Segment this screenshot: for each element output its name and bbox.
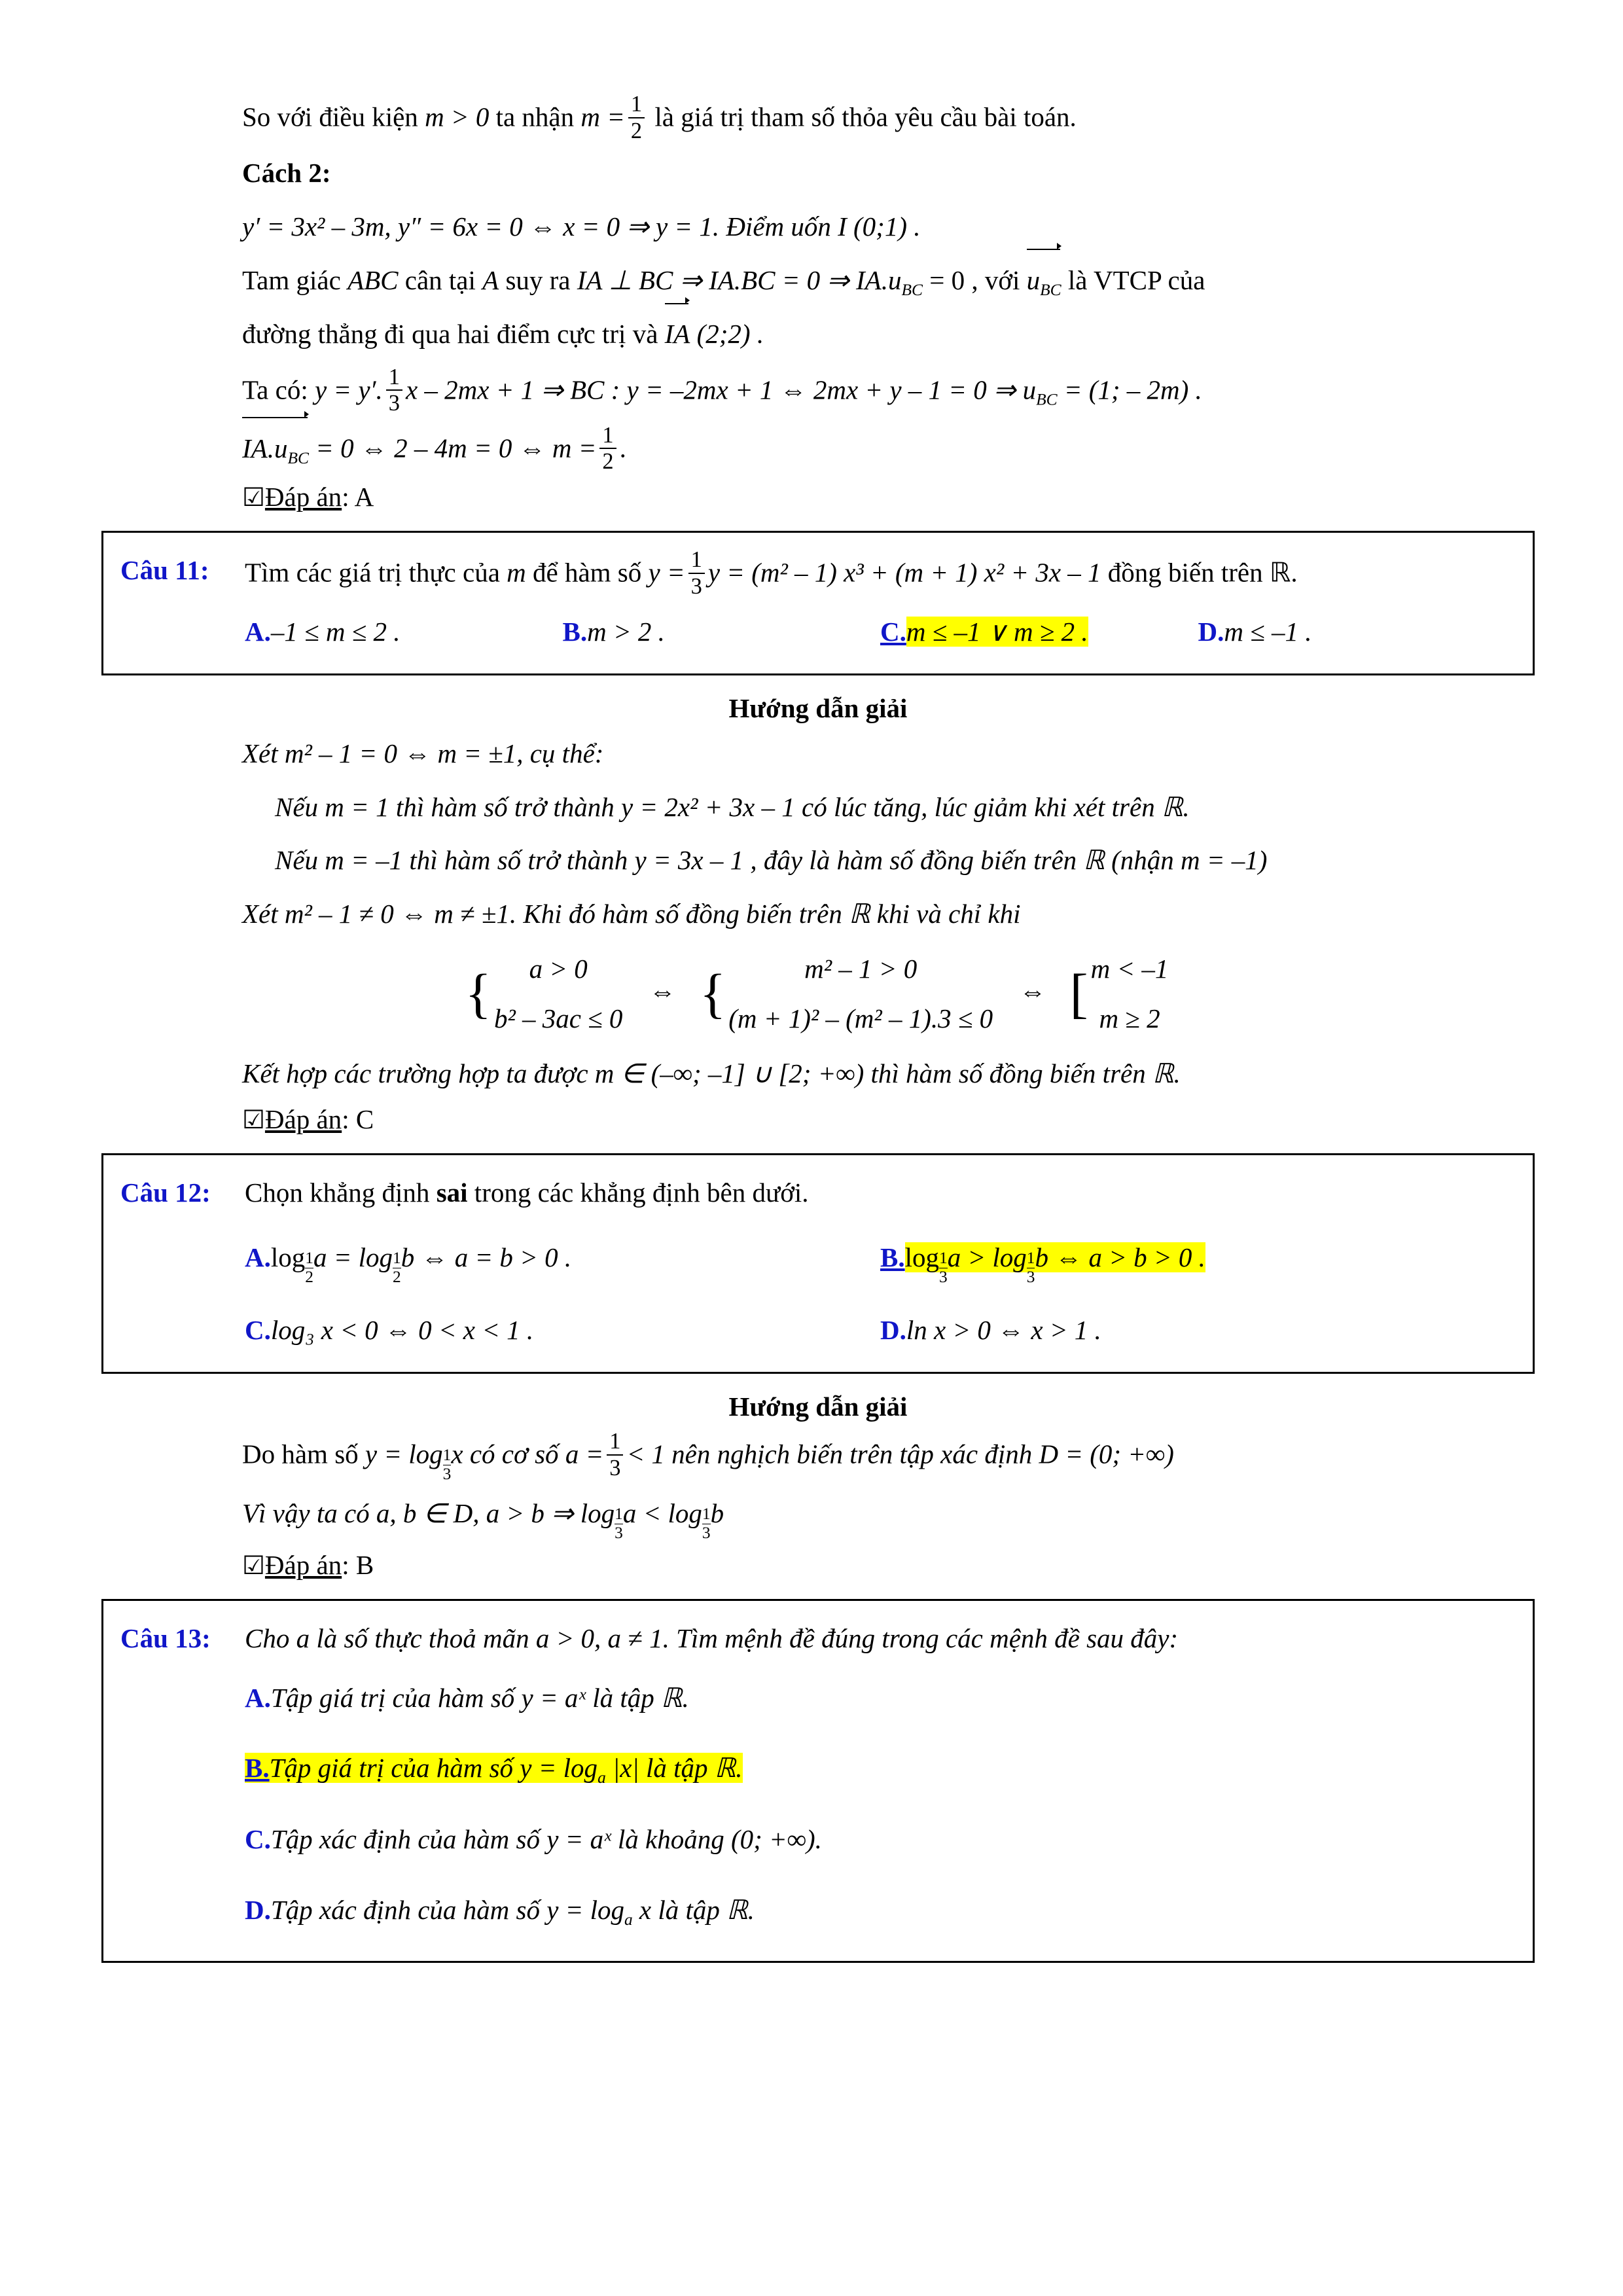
- page-content: [101, 92, 1535, 1963]
- answer-label-12: Đáp án: [264, 1549, 342, 1580]
- q12-stem-bold: sai: [436, 1177, 468, 1208]
- sys-right-row2: m ≥ 2: [1099, 1003, 1160, 1033]
- tri-pre: Tam giác: [242, 264, 341, 295]
- option-13-d-text: Tập xác định của hàm số $y = \log_a x$ là tập ℝ.: [270, 1894, 755, 1929]
- option-12-c-letter: C.: [245, 1315, 271, 1346]
- q12-sol1-b: y = log: [365, 1439, 443, 1469]
- vector-u-bc: $u_{BC}$: [1027, 257, 1061, 304]
- answer-line-top: ☑Đáp án: A: [242, 482, 374, 512]
- equiv-1: ⇔: [649, 976, 676, 1007]
- question-12-label: Câu 12:: [120, 1177, 211, 1208]
- option-11-d-letter: D.: [1198, 617, 1224, 647]
- question-box-11: [101, 531, 1535, 675]
- q11-stem-m: m: [507, 557, 526, 588]
- option-11-c-text: m ≤ –1 ∨ m ≥ 2 .: [906, 617, 1088, 647]
- option-12-b-letter: B.: [880, 1242, 905, 1273]
- option-11-a-letter: A.: [245, 617, 271, 647]
- fraction-half-2: $\frac{1}{2}$: [599, 423, 616, 475]
- line4-b: (2;2) .: [696, 319, 764, 349]
- brace-left: {: [465, 963, 491, 1025]
- question-11-stem: Tìm các giá trị thực của m để hàm số y = $\frac{1}{3}$ y = (m² – 1) x³ + (m + 1) x² + 3x – 1 đồng biến trên ℝ.: [245, 547, 1298, 599]
- top-line-5: Ta có: y = y′. $\frac{1}{3}$ x – 2mx + 1 ⇒ BC : y = –2mx + 1 ⇔ 2mx + y – 1 = 0 ⇒ $u_{BC} = (1$; – 2m) .: [242, 364, 1202, 416]
- answer-value-12: B: [355, 1549, 374, 1580]
- q12-sol2-c: b: [710, 1498, 724, 1528]
- top-line2-math: y′ = 3x² – 3m, y″ = 6x = 0 ⇔ x = 0 ⇒ y = 1. Điểm uốn I (0;1) .: [242, 211, 921, 242]
- option-13-b[interactable]: [120, 1744, 1516, 1793]
- sys-mid-row2: (m + 1)² – (m² – 1).3 ≤ 0: [728, 1003, 993, 1033]
- opt12a-base1: $\frac{1}{2}$: [305, 1249, 313, 1287]
- opt12a-mid: a = log: [313, 1242, 393, 1273]
- q11-stem-pre: Tìm các giá trị thực của: [245, 557, 500, 588]
- line6-b: = 0 ⇔ 2 – 4m = 0 ⇔ m =: [315, 433, 597, 463]
- q12-sol1-a: Do hàm số: [242, 1439, 359, 1469]
- tri-mid: cân tại: [404, 264, 476, 295]
- q11-stem-post: đồng biến trên ℝ.: [1107, 557, 1298, 588]
- option-12-d[interactable]: [880, 1306, 1516, 1355]
- option-12-b-text: log $\frac{1}{3}$ a > log $\frac{1}{3}$ b ⇔ a > b > 0 .: [904, 1242, 1205, 1287]
- vector-ia: IA: [665, 311, 690, 358]
- option-11-c-letter: C.: [880, 617, 906, 647]
- option-13-c-letter: C.: [245, 1824, 271, 1855]
- q12-sol1-c: x có cơ số: [451, 1439, 559, 1469]
- opt12a-base2: $\frac{1}{2}$: [393, 1249, 401, 1287]
- top-line-1: [101, 92, 1535, 143]
- option-12-b[interactable]: [880, 1234, 1516, 1287]
- question-12-header: [120, 1170, 1516, 1217]
- q12-sol1-d: a =: [565, 1439, 604, 1469]
- option-11-a-text: –1 ≤ m ≤ 2 .: [270, 617, 401, 647]
- q11-stem-mid: để hàm số: [533, 557, 642, 588]
- top-line1-pre: So với điều kiện: [242, 101, 418, 132]
- question-box-12: [101, 1153, 1535, 1374]
- top-line1-condition: m > 0: [425, 101, 490, 132]
- question-11-label: Câu 11:: [120, 555, 209, 585]
- q11-sol-line-4: Xét m² – 1 ≠ 0 ⇔ m ≠ ±1. Khi đó hàm số đồng biến trên ℝ khi và chỉ khi: [242, 899, 1021, 929]
- answer-label: Đáp án: [264, 482, 342, 512]
- option-12-c[interactable]: [245, 1306, 880, 1355]
- q11-sol-line-1: Xét m² – 1 = 0 ⇔ m = ±1, cụ thể:: [242, 738, 604, 768]
- question-13-label: Câu 13:: [120, 1623, 211, 1653]
- option-11-c[interactable]: [880, 608, 1198, 656]
- question-13-stem: Cho a là số thực thoả mãn a > 0, a ≠ 1. Tìm mệnh đề đúng trong các mệnh đề sau đây:: [245, 1623, 1179, 1653]
- tri-e: = 0 , với: [929, 264, 1020, 295]
- option-11-d-text: m ≤ –1 .: [1224, 617, 1312, 647]
- line5-e: ⇒ u: [993, 374, 1037, 405]
- line5-c: x – 2mx + 1: [405, 374, 535, 405]
- answer-value-11: C: [355, 1104, 374, 1135]
- question-11-header: [120, 547, 1516, 599]
- question-12-stem: [245, 1170, 1516, 1217]
- option-12-a-letter: A.: [245, 1242, 271, 1273]
- q12-stem-pre: Chọn khẳng định: [245, 1177, 430, 1208]
- q12-sol-line-1: [101, 1429, 1535, 1484]
- question-12-options-row1: [120, 1234, 1516, 1287]
- guide-title-11: Hướng dẫn giải: [728, 692, 908, 723]
- option-12-d-text: ln x > 0 ⇔ x > 1 .: [906, 1315, 1101, 1346]
- q11-fraction-third: $\frac{1}{3}$: [688, 547, 705, 599]
- option-11-b-letter: B.: [562, 617, 588, 647]
- question-12-options-row2: [120, 1306, 1516, 1355]
- answer-line-12: ☑Đáp án: B: [242, 1549, 374, 1581]
- option-13-c-text: Tập xác định của hàm số y = aˣ là khoảng (0; +∞).: [270, 1824, 822, 1855]
- line5-d: ⇒ BC : y = –2mx + 1 ⇔ 2mx + y – 1 = 0: [541, 374, 987, 405]
- top-line1-eq: m =: [580, 101, 625, 132]
- top-line1-post: là giá trị tham số thỏa yêu cầu bài toán.: [654, 101, 1077, 132]
- option-12-d-letter: D.: [880, 1315, 906, 1346]
- tri-f: là VTCP của: [1067, 264, 1205, 295]
- sys-mid-row1: m² – 1 > 0: [804, 953, 918, 984]
- line6-c: .: [619, 433, 626, 463]
- cach2-label: Cách 2:: [242, 158, 331, 188]
- opt12a-log1: log: [270, 1242, 306, 1273]
- answer-value: A: [354, 482, 374, 512]
- system-right: [1070, 944, 1171, 1044]
- checkbox-icon: ☑: [242, 1551, 265, 1581]
- line4-a: đường thẳng đi qua hai điểm cực trị và: [242, 319, 658, 349]
- line5-f: = (1; – 2m) .: [1063, 374, 1202, 405]
- top-line-6: [101, 423, 1535, 475]
- checkbox-icon: ☑: [242, 483, 265, 512]
- option-11-a[interactable]: [245, 608, 563, 656]
- checkbox-icon: ☑: [242, 1105, 265, 1136]
- option-13-c[interactable]: [120, 1816, 1516, 1864]
- q12-sol2-b: a < log: [622, 1498, 702, 1528]
- q12-sol1-e: < 1 nên nghịch biến trên tập xác định D = (0; +∞): [626, 1439, 1174, 1469]
- option-13-b-text: Tập giá trị của hàm số $y = \log_a |x|$ là tập ℝ.: [269, 1753, 743, 1787]
- q12-sol2-a: Vì vậy ta có a, b ∈ D, a > b ⇒ log: [242, 1498, 615, 1528]
- option-12-a[interactable]: [245, 1234, 880, 1287]
- tri-a: A: [482, 264, 499, 295]
- tri-expr: IA ⊥ BC ⇒ IA.BC = 0 ⇒ IA.u: [577, 264, 902, 295]
- opt12a-end: b ⇔ a = b > 0 .: [401, 1242, 572, 1273]
- option-11-b-text: m > 2 .: [587, 617, 665, 647]
- system-left: [465, 944, 626, 1044]
- guide-title-12: Hướng dẫn giải: [728, 1391, 908, 1422]
- q12-fraction-third: $\frac{1}{3}$: [607, 1429, 623, 1480]
- sys-left-row2: b² – 3ac ≤ 0: [493, 1003, 623, 1033]
- system-middle: [700, 944, 995, 1044]
- sys-right-row1: m < –1: [1090, 953, 1169, 984]
- vector-ia-u: $IA.u_{BC}$: [242, 425, 309, 473]
- top-line-2: [101, 204, 1535, 251]
- q12-sol2-base2: $\frac{1}{3}$: [702, 1504, 711, 1542]
- option-12-c-text: log₃ x < 0 ⇔ 0 < x < 1 .: [270, 1315, 534, 1346]
- option-13-a[interactable]: [120, 1674, 1516, 1723]
- line5-b: y = y′.: [314, 374, 383, 405]
- answer-label-11: Đáp án: [264, 1104, 342, 1135]
- option-13-a-letter: A.: [245, 1682, 271, 1713]
- question-box-13: [101, 1599, 1535, 1964]
- option-13-b-letter: B.: [245, 1753, 270, 1784]
- answer-line-11: ☑Đáp án: C: [242, 1104, 374, 1136]
- tri-suyra: suy ra: [505, 264, 571, 295]
- q12-sol1-base: $\frac{1}{3}$: [442, 1445, 452, 1483]
- top-line-3: [101, 257, 1535, 304]
- equiv-2: ⇔: [1019, 976, 1046, 1007]
- top-line-4: [101, 311, 1535, 358]
- bracket-right: [: [1069, 963, 1088, 1025]
- q11-sol-line-3: Nếu m = –1 thì hàm số trở thành y = 3x – 1 , đây là hàm số đồng biến trên ℝ (nhận m = –1): [275, 845, 1268, 876]
- top-line1-mid: ta nhận: [495, 101, 575, 132]
- q11-stem-expr: y = (m² – 1) x³ + (m + 1) x² + 3x – 1: [707, 557, 1101, 588]
- question-11-options: [120, 608, 1516, 656]
- q12-sol2-base1: $\frac{1}{3}$: [615, 1504, 623, 1542]
- tri-abc: ABC: [348, 264, 399, 295]
- q12-stem-post: trong các khẳng định bên dưới.: [474, 1177, 809, 1208]
- fraction-half: $\frac{1}{2}$: [628, 92, 645, 143]
- option-11-b[interactable]: [563, 608, 881, 656]
- tri-sub-bc: BC: [901, 280, 923, 299]
- q11-sol-line-2: Nếu m = 1 thì hàm số trở thành y = 2x² + 3x – 1 có lúc tăng, lúc giảm khi xét trên ℝ.: [275, 791, 1190, 822]
- line5-a: Ta có:: [242, 374, 308, 405]
- fraction-third-1: $\frac{1}{3}$: [386, 365, 402, 416]
- option-13-d[interactable]: [120, 1886, 1516, 1935]
- sys-left-row1: a > 0: [529, 953, 588, 984]
- option-13-d-letter: D.: [245, 1894, 271, 1925]
- q12-sol-line-2: [101, 1490, 1535, 1543]
- option-13-a-text: Tập giá trị của hàm số y = aˣ là tập ℝ.: [270, 1682, 689, 1713]
- q11-sol-line-5: Kết hợp các trường hợp ta được m ∈ (–∞; –1] ∪ [2; +∞) thì hàm số đồng biến trên ℝ.: [242, 1058, 1181, 1088]
- option-11-d[interactable]: [1198, 608, 1516, 656]
- brace-middle: {: [699, 963, 726, 1025]
- q11-system-group: [101, 944, 1535, 1044]
- question-13-header: [120, 1615, 1516, 1662]
